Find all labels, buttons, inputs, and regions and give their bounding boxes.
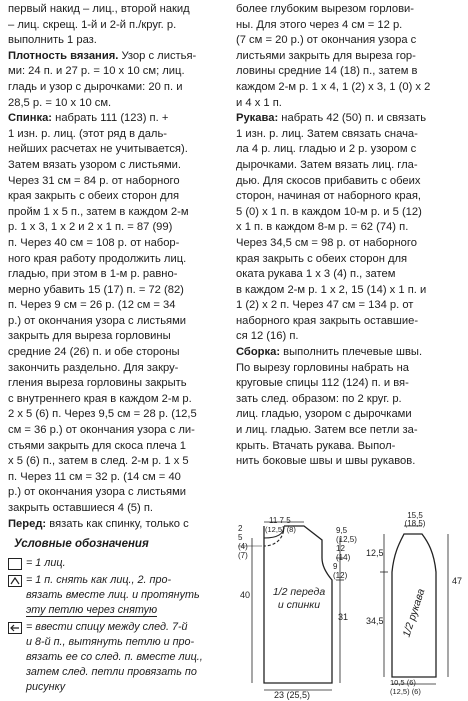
- dim-sleeve-cap: 12,5: [366, 548, 384, 558]
- section-heading-gauge: Плотность вязания.: [8, 49, 119, 62]
- instructions-right-column: [236, 2, 460, 470]
- section-heading-back: Спинка:: [8, 112, 53, 125]
- arrow-left-square-icon: [8, 622, 22, 634]
- dim-right-armhole: 9 (12): [333, 562, 348, 580]
- paragraph-gauge: Плотность вязания. Узор с листья- ми: 24 п. и 27 р. = 10 х 10 см; лиц. гладь и узор с дырочками: 20 п. и 28,5 р. = 10 х 10 см.: [8, 49, 197, 109]
- body-schema: 11 7 5 (12,5) (8) 2 5 (4) (7) 40 9,5 (12,5) 12 (14) 9 (12) 31 1/2 переда и спинки 23 (25,5): [238, 516, 357, 700]
- dim-right-mid: 12 (14): [336, 544, 351, 562]
- dim-top-widths: 11 7 5: [269, 516, 291, 525]
- empty-square-icon: [8, 558, 22, 570]
- dim-right-upper: 9,5 (12,5): [336, 526, 357, 544]
- dim-total-height: 40: [240, 590, 251, 600]
- paragraph-front: Перед: вязать как спинку, только с: [8, 517, 189, 530]
- legend-item-cross: = ввести спицу между след. 7-й и 8-й п., вытянуть петлю и про- вязать ее со след. п. вместе лиц., затем след. петли провязать по рисунку: [8, 620, 230, 695]
- dim-sleeve-total: 47: [452, 576, 463, 586]
- symbols-legend: [8, 538, 230, 697]
- body-piece-label: 1/2 переда и спинки: [272, 586, 326, 611]
- paragraph-back: Спинка: набрать 111 (123) п. + 1 изн. р. лиц. (этот ряд в даль- нейших расчетах не учитывается). Затем вязать узором с листьями. Через 31 см = 84 р. от наборного края закрыть с обеих сторон для пройм 1 х 5 п., затем в каждом 2-м р. 1 х 3, 1 х 2 и 2 х 1 п. = 87 (99) п. Через 40 см = 108 р. от набор- ного края работу продолжить лиц. гладью, при этом в 1-м р. равно- мерно убавить 15 (17) п. = 72 (82) п. Через 9 см = 26 р. (12 см = 34 р.) от окончания узора с листьями закрыть для выреза горловины средние 24 (26) п. и обе стороны закончить раздельно. Для закру- гления выреза горловины закрыть с внутреннего края в каждом 2-м р. 2 х 5 (6) п. Через 9,5 см = 28 р. (12,5 см = 36 р.) от окончания узора с ли- стьями закрыть для скоса плеча 1 х 5 (6) п., затем в след. 2-м р. 1 х 5 п. Через 11 см = 32 р. (14 см = 40 р.) от окончания узора с листьями закрыть оставшиеся 4 (5) п.: [8, 112, 197, 514]
- dim-bottom-width: 23 (25,5): [274, 690, 311, 700]
- dim-sleeve-lower: 34,5: [366, 616, 384, 626]
- paragraph-continuation: первый накид – лиц., второй накид – лиц. скрещ. 1-й и 2-й п./круг. р. выполнить 1 раз.: [8, 3, 190, 47]
- section-heading-front: Перед:: [8, 517, 47, 530]
- instructions-left-column: [8, 2, 226, 532]
- paragraph-front-continued: более глубоким вырезом горлови- ны. Для этого через 4 см = 12 р. (7 см = 20 р.) от окончания узора с листьями закрыть для выреза гор- ловины средние 14 (18) п., затем в каждом 2-м р. 1 х 4, 1 (2) х 3, 1 (0) х 2 и 4 х 1 п.: [236, 3, 431, 109]
- dim-right-lower: 31: [338, 612, 349, 622]
- legend-item-knit: = 1 лиц.: [8, 556, 230, 571]
- legend-title: Условные обозначения: [14, 538, 149, 550]
- section-heading-sleeves: Рукава:: [236, 112, 279, 125]
- decrease-square-icon: [8, 575, 22, 587]
- dim-shoulder: 2 5 (4) (7): [238, 524, 248, 560]
- legend-item-decrease: = 1 п. снять как лиц., 2. про- вязать вместе лиц. и протянуть эту петлю через снятую: [8, 573, 230, 618]
- sleeve-schema: [364, 512, 468, 699]
- paragraph-sleeves: Рукава: набрать 42 (50) п. и связать 1 изн. р. лиц. Затем связать снача- ла 4 р. лиц. гладью и 2 р. узором с дырочками. Затем вязать лиц. гла- дью. Для скосов прибавить с обеих сторон, начиная от наборного края, 5 (0) х 1 п. в каждом 10-м р. и 5 (12) х 1 п. в каждом 8-м р. = 62 (74) п. Через 34,5 см = 98 р. от наборного края закрыть с обеих сторон для оката рукава 1 х 3 (4) п., затем в каждом 2-м р. 1 х 2, 15 (14) х 1 п. и 1 (2) х 2 п. Через 47 см = 134 р. от наборного края закрыть оставшие- ся 12 (16) п.: [236, 112, 427, 343]
- paragraph-assembly: Сборка: выполнить плечевые швы. По вырезу горловины набрать на круговые спицы 112 (124) п. и вя- зать след. образом: по 2 круг. р. лиц. гладью, узором с дырочками и лиц. гладью. Затем все петли за- крыть. Втачать рукава. Выпол- нить боковые швы и швы рукавов.: [236, 346, 423, 468]
- dim-sleeve-top: 15,5 (18,5): [404, 511, 426, 528]
- dim-sleeve-bottom: 10,5 (6) (12,5) (6): [390, 678, 421, 696]
- sleeve-piece-label: 1/2 рукава: [400, 587, 428, 639]
- section-heading-assembly: Сборка:: [236, 346, 281, 359]
